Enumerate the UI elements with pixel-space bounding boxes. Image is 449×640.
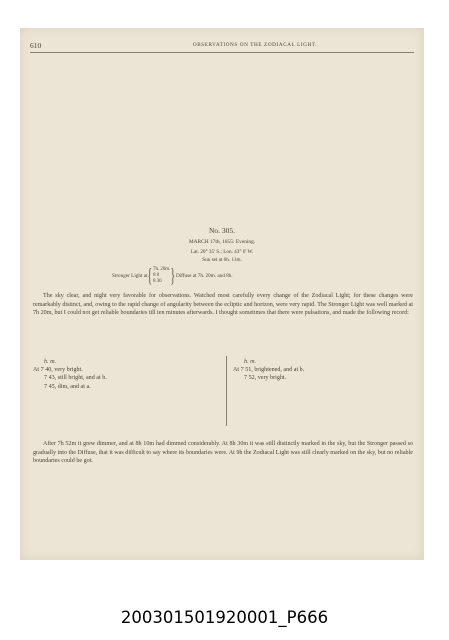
observation-paragraph: After 7h 52m it grew dimmer, and at 8h 10m had dimmed considerably. At 8h 30m it was still distinctly marked in the sky, but the Stronger passed so gradually into the Diffuse, that it was difficult to say where its boundaries were. At 9h the Zodiacal Light was still clearly marked on the sky, but no reliable boundaries could be got. — [33, 441, 413, 464]
entry-number: No. 305. — [208, 226, 236, 235]
image-id-caption: 200301501920001_P666 — [120, 608, 329, 627]
record-left-column — [33, 358, 218, 391]
diffuse-label: Diffuse at 7h. 20m. and 8h. — [175, 273, 233, 279]
entry-sunset: Sun set at 6h. 11m. — [202, 257, 242, 263]
right-brace-icon: } — [170, 265, 176, 287]
page-number: 610 — [30, 41, 42, 50]
stronger-time: 7h. 20m. — [153, 267, 171, 272]
entry-latlon: Lat. 20° 35' S.; Lon. 43° 6' W. — [190, 249, 254, 255]
running-head: OBSERVATIONS ON THE ZODIACAL LIGHT. — [192, 42, 318, 48]
document-page — [20, 28, 424, 560]
entry-date: MARCH 17th, 1855: Evening. — [188, 239, 256, 245]
stronger-time: 8 30 — [153, 279, 162, 284]
record-units: h. m. — [244, 359, 257, 365]
record-line: 7 43, still bright, and at b. — [44, 375, 107, 382]
light-times-brace — [112, 266, 233, 286]
record-right-column — [233, 358, 413, 383]
record-units: h. m. — [44, 359, 57, 365]
record-line: At 7 40, very bright. — [33, 367, 83, 374]
left-brace-icon: { — [147, 265, 153, 287]
observation-paragraph: The sky clear, and night very favorable for observations. Watched most carefully every change of the Zodiacal Light; for these changes were remarkably distinct, and, owing to the rapid change of angularity between the ecliptic and horizon, were very rapid. The Stronger Light was well marked at 7h 20m, but I could not get reliable boundaries till ten minutes afterwards. I thought sometimes that there were pulsations, and made the following record: — [33, 293, 413, 316]
stronger-label: Stronger Light at — [112, 273, 148, 279]
stronger-times — [153, 267, 170, 285]
record-line: At 7 51, brightened, and at b. — [233, 367, 305, 374]
record-line: 7 52, very bright. — [244, 375, 287, 382]
column-divider — [226, 356, 227, 426]
stronger-time: 8 0 — [153, 273, 160, 278]
record-line: 7 45, dim, and at a. — [44, 383, 91, 390]
header-rule — [30, 52, 414, 53]
